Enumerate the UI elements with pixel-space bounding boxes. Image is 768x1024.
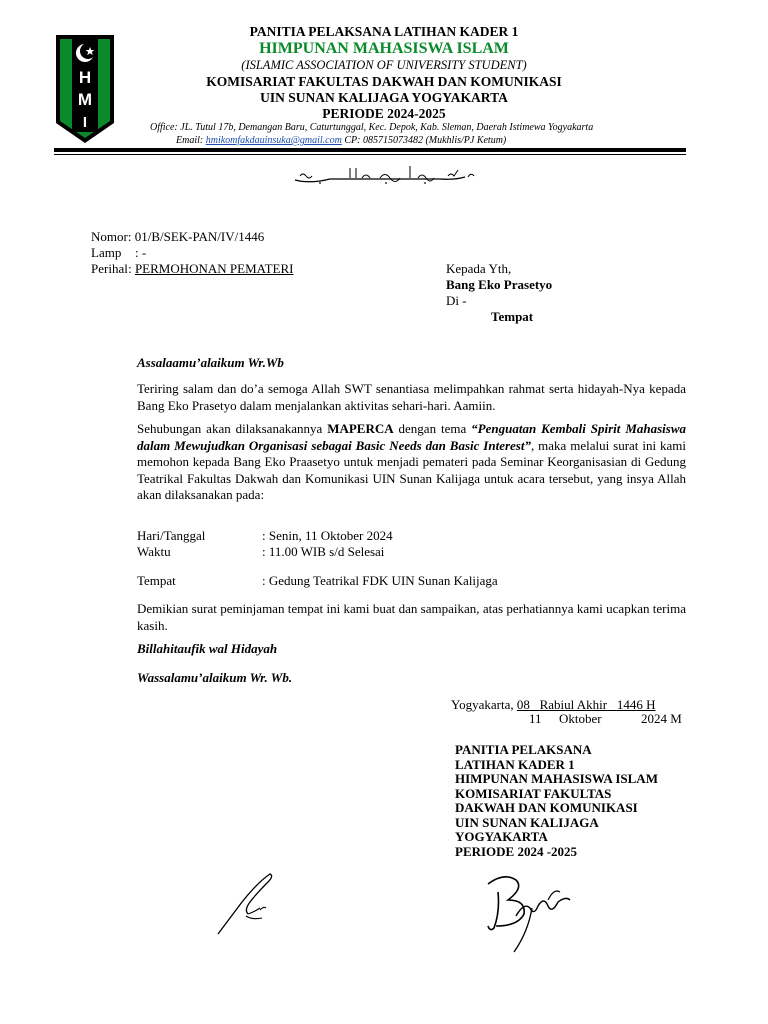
recipient-di: Di - xyxy=(446,293,467,308)
event-theme: “Penguatan Kembali Spirit Mahasiswa dalam Mewujudkan Organisasi sebagai Basic Needs dan Basic Interest” xyxy=(137,421,687,453)
sig-line: PERIODE 2024 -2025 xyxy=(455,843,578,859)
event-name: MAPERCA xyxy=(327,421,394,436)
header-divider-thick xyxy=(54,148,686,152)
sig-line: YOGYAKARTA xyxy=(455,829,548,844)
header-divider-thin xyxy=(54,154,686,155)
svg-text:I: I xyxy=(82,114,88,131)
contact-line xyxy=(176,135,506,146)
header-line-period: PERIODE 2024-2025 xyxy=(322,106,446,121)
email-link[interactable]: hmikomfakdauinsuka@gmail.com xyxy=(205,135,342,146)
header-line-committee: PANITIA PELAKSANA LATIHAN KADER 1 xyxy=(249,24,519,39)
closing-salutation: Wassalamu’alaikum Wr. Wb. xyxy=(137,670,293,685)
sig-line: DAKWAH DAN KOMUNIKASI xyxy=(455,800,638,815)
header-line-organization: HIMPUNAN MAHASISWA ISLAM xyxy=(259,40,509,57)
letter-number-row xyxy=(91,229,264,245)
greg-day: 11 xyxy=(529,711,542,726)
sig-line: LATIHAN KADER 1 xyxy=(455,756,575,772)
schedule-date-row xyxy=(137,528,393,544)
sig-line: KOMISARIAT FAKULTAS xyxy=(455,785,612,801)
email-label: Email: xyxy=(176,135,204,146)
sig-line: HIMPUNAN MAHASISWA ISLAM xyxy=(455,771,658,786)
subject-row xyxy=(91,261,294,277)
signature-left xyxy=(210,868,290,938)
perihal-label: Perihal xyxy=(91,261,128,276)
greg-year: 2024 M xyxy=(641,711,682,726)
venue-value: : Gedung Teatrikal FDK UIN Sunan Kalijaga xyxy=(262,573,498,588)
header-line-university: UIN SUNAN KALIJAGA YOGYAKARTA xyxy=(260,90,508,105)
svg-text:H: H xyxy=(78,68,92,87)
paragraph-closing: Demikian surat peminjaman tempat ini kami buat dan sampaikan, atas perhatiannya kami ucapkan terima kasih. xyxy=(137,601,686,633)
schedule-time-row xyxy=(137,544,384,560)
contact-phone: CP: 085715073482 (Mukhlis/PJ Ketum) xyxy=(344,135,507,146)
perihal-value: PERMOHONAN PEMATERI xyxy=(134,261,294,276)
venue-label: Tempat xyxy=(137,573,176,588)
date-label: Hari/Tanggal xyxy=(137,528,206,543)
svg-text:M: M xyxy=(77,90,93,109)
hijri-month: Rabiul Akhir xyxy=(539,697,608,712)
recipient-place: Tempat xyxy=(491,309,534,324)
hijri-day: 08 xyxy=(516,697,530,712)
date-value: : Senin, 11 Oktober 2024 xyxy=(262,528,393,543)
sig-line: UIN SUNAN KALIJAGA xyxy=(455,814,599,830)
date-city: Yogyakarta, xyxy=(451,697,514,712)
recipient-name: Bang Eko Prasetyo xyxy=(446,277,553,292)
gregorian-date xyxy=(529,711,682,727)
recipient-greeting: Kepada Yth, xyxy=(446,261,512,276)
lamp-label: Lamp xyxy=(91,245,122,260)
time-value: : 11.00 WIB s/d Selesai xyxy=(262,544,385,559)
header-line-commissariat: KOMISARIAT FAKULTAS DAKWAH DAN KOMUNIKASI xyxy=(206,74,562,89)
office-address: Office: JL. Tutul 17b, Demangan Baru, Caturtunggal, Kec. Depok, Kab. Sleman, Daerah Istimewa Yogyakarta xyxy=(150,122,594,133)
signature-right xyxy=(474,872,584,956)
time-label: Waktu xyxy=(137,544,171,559)
nomor-label: Nomor xyxy=(91,229,128,244)
nomor-value: : 01/B/SEK-PAN/IV/1446 xyxy=(127,229,265,244)
closing-prayer: Billahitaufik wal Hidayah xyxy=(137,641,278,656)
p2-intro: Sehubungan akan dilaksanakannya xyxy=(137,421,328,436)
schedule-venue-row xyxy=(137,573,498,589)
greg-month: Oktober xyxy=(559,711,602,726)
perihal-separator: : xyxy=(128,261,132,276)
basmalah-calligraphy xyxy=(290,162,480,188)
hijri-year: 1446 H xyxy=(616,697,656,712)
hijri-date-value xyxy=(517,697,656,712)
p2-theme-intro: dengan tema xyxy=(393,421,472,436)
attachment-row xyxy=(91,245,146,261)
sig-line: PANITIA PELAKSANA xyxy=(455,742,592,757)
paragraph-opening: Teriring salam dan do’a semoga Allah SWT senantiasa melimpahkan rahmat serta hidayah-Nya kepada Bang Eko Prasetyo dalam menjalankan aktivitas sehari-hari. Aamiin. xyxy=(137,381,686,413)
header-line-english: (ISLAMIC ASSOCIATION OF UNIVERSITY STUDENT) xyxy=(241,58,527,72)
signature-block xyxy=(455,743,658,859)
p2-rest: , maka melalui surat ini kami memohon kepada Bang Eko Praasetyo untuk menjadi pemateri pada Seminar Keorganisasian di Gedung Teatrikal Fakultas Dakwah dan Komunikasi UIN Sunan Kalijaga untuk acara tersebut, yang insya Allah akan dilaksanakan pada: xyxy=(137,437,686,502)
lamp-value: : - xyxy=(135,245,147,260)
opening-salutation: Assalaamu’alaikum Wr.Wb xyxy=(137,355,284,370)
paragraph-request xyxy=(137,421,686,504)
